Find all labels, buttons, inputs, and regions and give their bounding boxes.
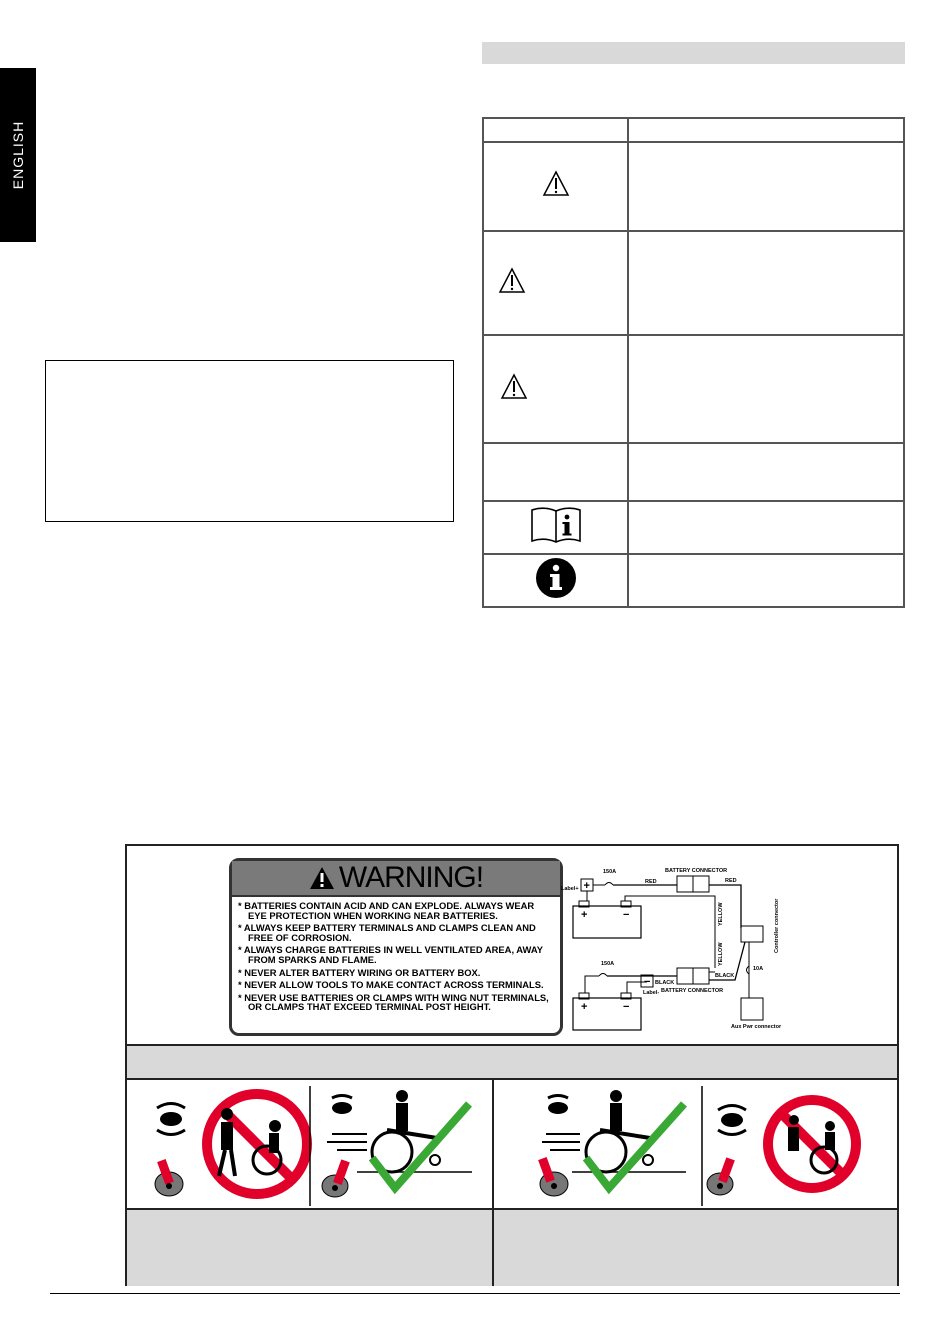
warning-triangle-icon xyxy=(309,866,335,890)
fuse-bottom-label: 150A xyxy=(601,961,615,967)
lever-engaged-icon xyxy=(548,1096,568,1115)
prohibited-push-icon xyxy=(207,1094,307,1194)
svg-text:−: − xyxy=(623,909,630,921)
table-row xyxy=(483,231,904,335)
caption-bar-top xyxy=(127,1046,897,1080)
battery-wiring-diagram xyxy=(561,858,805,1036)
warning-triangle-icon xyxy=(542,170,570,198)
list-item: * NEVER ALLOW TOOLS TO MAKE CONTACT ACROSS TERMINALS. xyxy=(238,980,554,990)
list-item: * NEVER ALTER BATTERY WIRING OR BATTERY BOX. xyxy=(238,968,554,978)
note-box xyxy=(45,360,454,522)
warning-illustration-row xyxy=(127,846,897,1046)
table-row xyxy=(483,142,904,231)
freewheel-illustration-row xyxy=(127,1080,897,1210)
red-top-2-label: RED xyxy=(725,878,737,884)
description-cell xyxy=(628,142,904,231)
list-item: * ALWAYS KEEP BATTERY TERMINALS AND CLAMPS CLEAN AND FREE OF CORROSION. xyxy=(238,923,554,942)
description-header-cell xyxy=(628,118,904,142)
freewheel-illustration-right xyxy=(494,1080,899,1208)
panel-divider xyxy=(492,1080,494,1286)
language-tab-label: ENGLISH xyxy=(10,120,26,190)
label-plus-text: Label+ xyxy=(561,886,579,892)
checkmark-icon xyxy=(586,1104,684,1188)
yellow-1-label: YELLOW xyxy=(718,902,724,926)
lever-engaged-icon xyxy=(332,1096,352,1115)
symbol-cell xyxy=(483,554,628,607)
fuse-top-label: 150A xyxy=(603,869,617,875)
warning-label-list xyxy=(232,901,560,1012)
lever-disengaged-icon xyxy=(157,1104,185,1135)
svg-text:+: + xyxy=(581,1001,588,1013)
manual-info-icon xyxy=(529,505,583,545)
controller-box xyxy=(741,926,763,942)
fuse-aux-label: 10A xyxy=(753,966,764,972)
svg-text:+: + xyxy=(581,909,588,921)
key-icon xyxy=(707,1157,735,1195)
black-1-label: BLACK xyxy=(655,980,675,986)
checkmark-icon xyxy=(372,1104,469,1188)
description-cell xyxy=(628,501,904,554)
battery-connector-top xyxy=(677,876,693,892)
yellow-2-label: YELLOW xyxy=(718,942,724,966)
symbol-header-cell xyxy=(483,118,628,142)
controller-connector-label: Controller connector xyxy=(774,898,780,953)
list-item: * NEVER USE BATTERIES OR CLAMPS WITH WING NUT TERMINALS, OR CLAMPS THAT EXCEED TERMINAL POST HEIGHT. xyxy=(238,993,554,1012)
battery-connector-top-label: BATTERY CONNECTOR xyxy=(665,868,728,874)
svg-text:−: − xyxy=(623,1001,630,1013)
description-cell xyxy=(628,231,904,335)
svg-text:+: + xyxy=(583,880,590,892)
key-icon xyxy=(538,1157,568,1196)
symbol-cell xyxy=(483,142,628,231)
warning-triangle-icon xyxy=(498,267,526,295)
table-row xyxy=(483,501,904,554)
warning-label-title: WARNING! xyxy=(338,861,484,894)
prohibited-push-icon xyxy=(768,1100,856,1188)
symbol-cell xyxy=(483,231,628,335)
table-row xyxy=(483,554,904,607)
lever-disengaged-icon xyxy=(718,1106,746,1135)
table-row xyxy=(483,335,904,443)
aux-connector-label: Aux Pwr connector xyxy=(731,1024,782,1030)
battery-connector-bottom xyxy=(677,968,693,984)
description-cell xyxy=(628,443,904,501)
symbol-cell xyxy=(483,443,628,501)
table-header-row xyxy=(483,118,904,142)
warning-triangle-icon xyxy=(500,373,528,401)
footer-rule xyxy=(50,1293,900,1294)
svg-text:−: − xyxy=(644,976,651,988)
aux-connector-box xyxy=(741,998,763,1020)
key-icon xyxy=(322,1159,350,1197)
warning-label-header xyxy=(232,861,560,897)
description-cell xyxy=(628,554,904,607)
symbol-cell xyxy=(483,501,628,554)
section-heading-bar xyxy=(482,42,905,64)
language-tab xyxy=(0,68,36,242)
symbol-cell xyxy=(483,335,628,443)
list-item: * ALWAYS CHARGE BATTERIES IN WELL VENTILATED AREA, AWAY FROM SPARKS AND FLAME. xyxy=(238,945,554,964)
table-row xyxy=(483,443,904,501)
symbols-table xyxy=(482,117,905,608)
info-circle-icon xyxy=(535,557,577,599)
list-item: * BATTERIES CONTAIN ACID AND CAN EXPLODE. ALWAYS WEAR EYE PROTECTION WHEN WORKING NEAR BATTERIES. xyxy=(238,901,554,920)
red-top-1-label: RED xyxy=(645,879,657,885)
description-cell xyxy=(628,335,904,443)
battery-warning-label xyxy=(229,858,563,1036)
key-icon xyxy=(155,1159,183,1196)
label-minus-text: Label- xyxy=(643,990,660,996)
caption-bar-bottom xyxy=(127,1210,897,1286)
battery-warning-panel xyxy=(125,844,899,1286)
black-2-label: BLACK xyxy=(715,973,735,979)
battery-connector-bottom-label: BATTERY CONNECTOR xyxy=(661,988,724,994)
freewheel-illustration-left xyxy=(127,1080,489,1208)
